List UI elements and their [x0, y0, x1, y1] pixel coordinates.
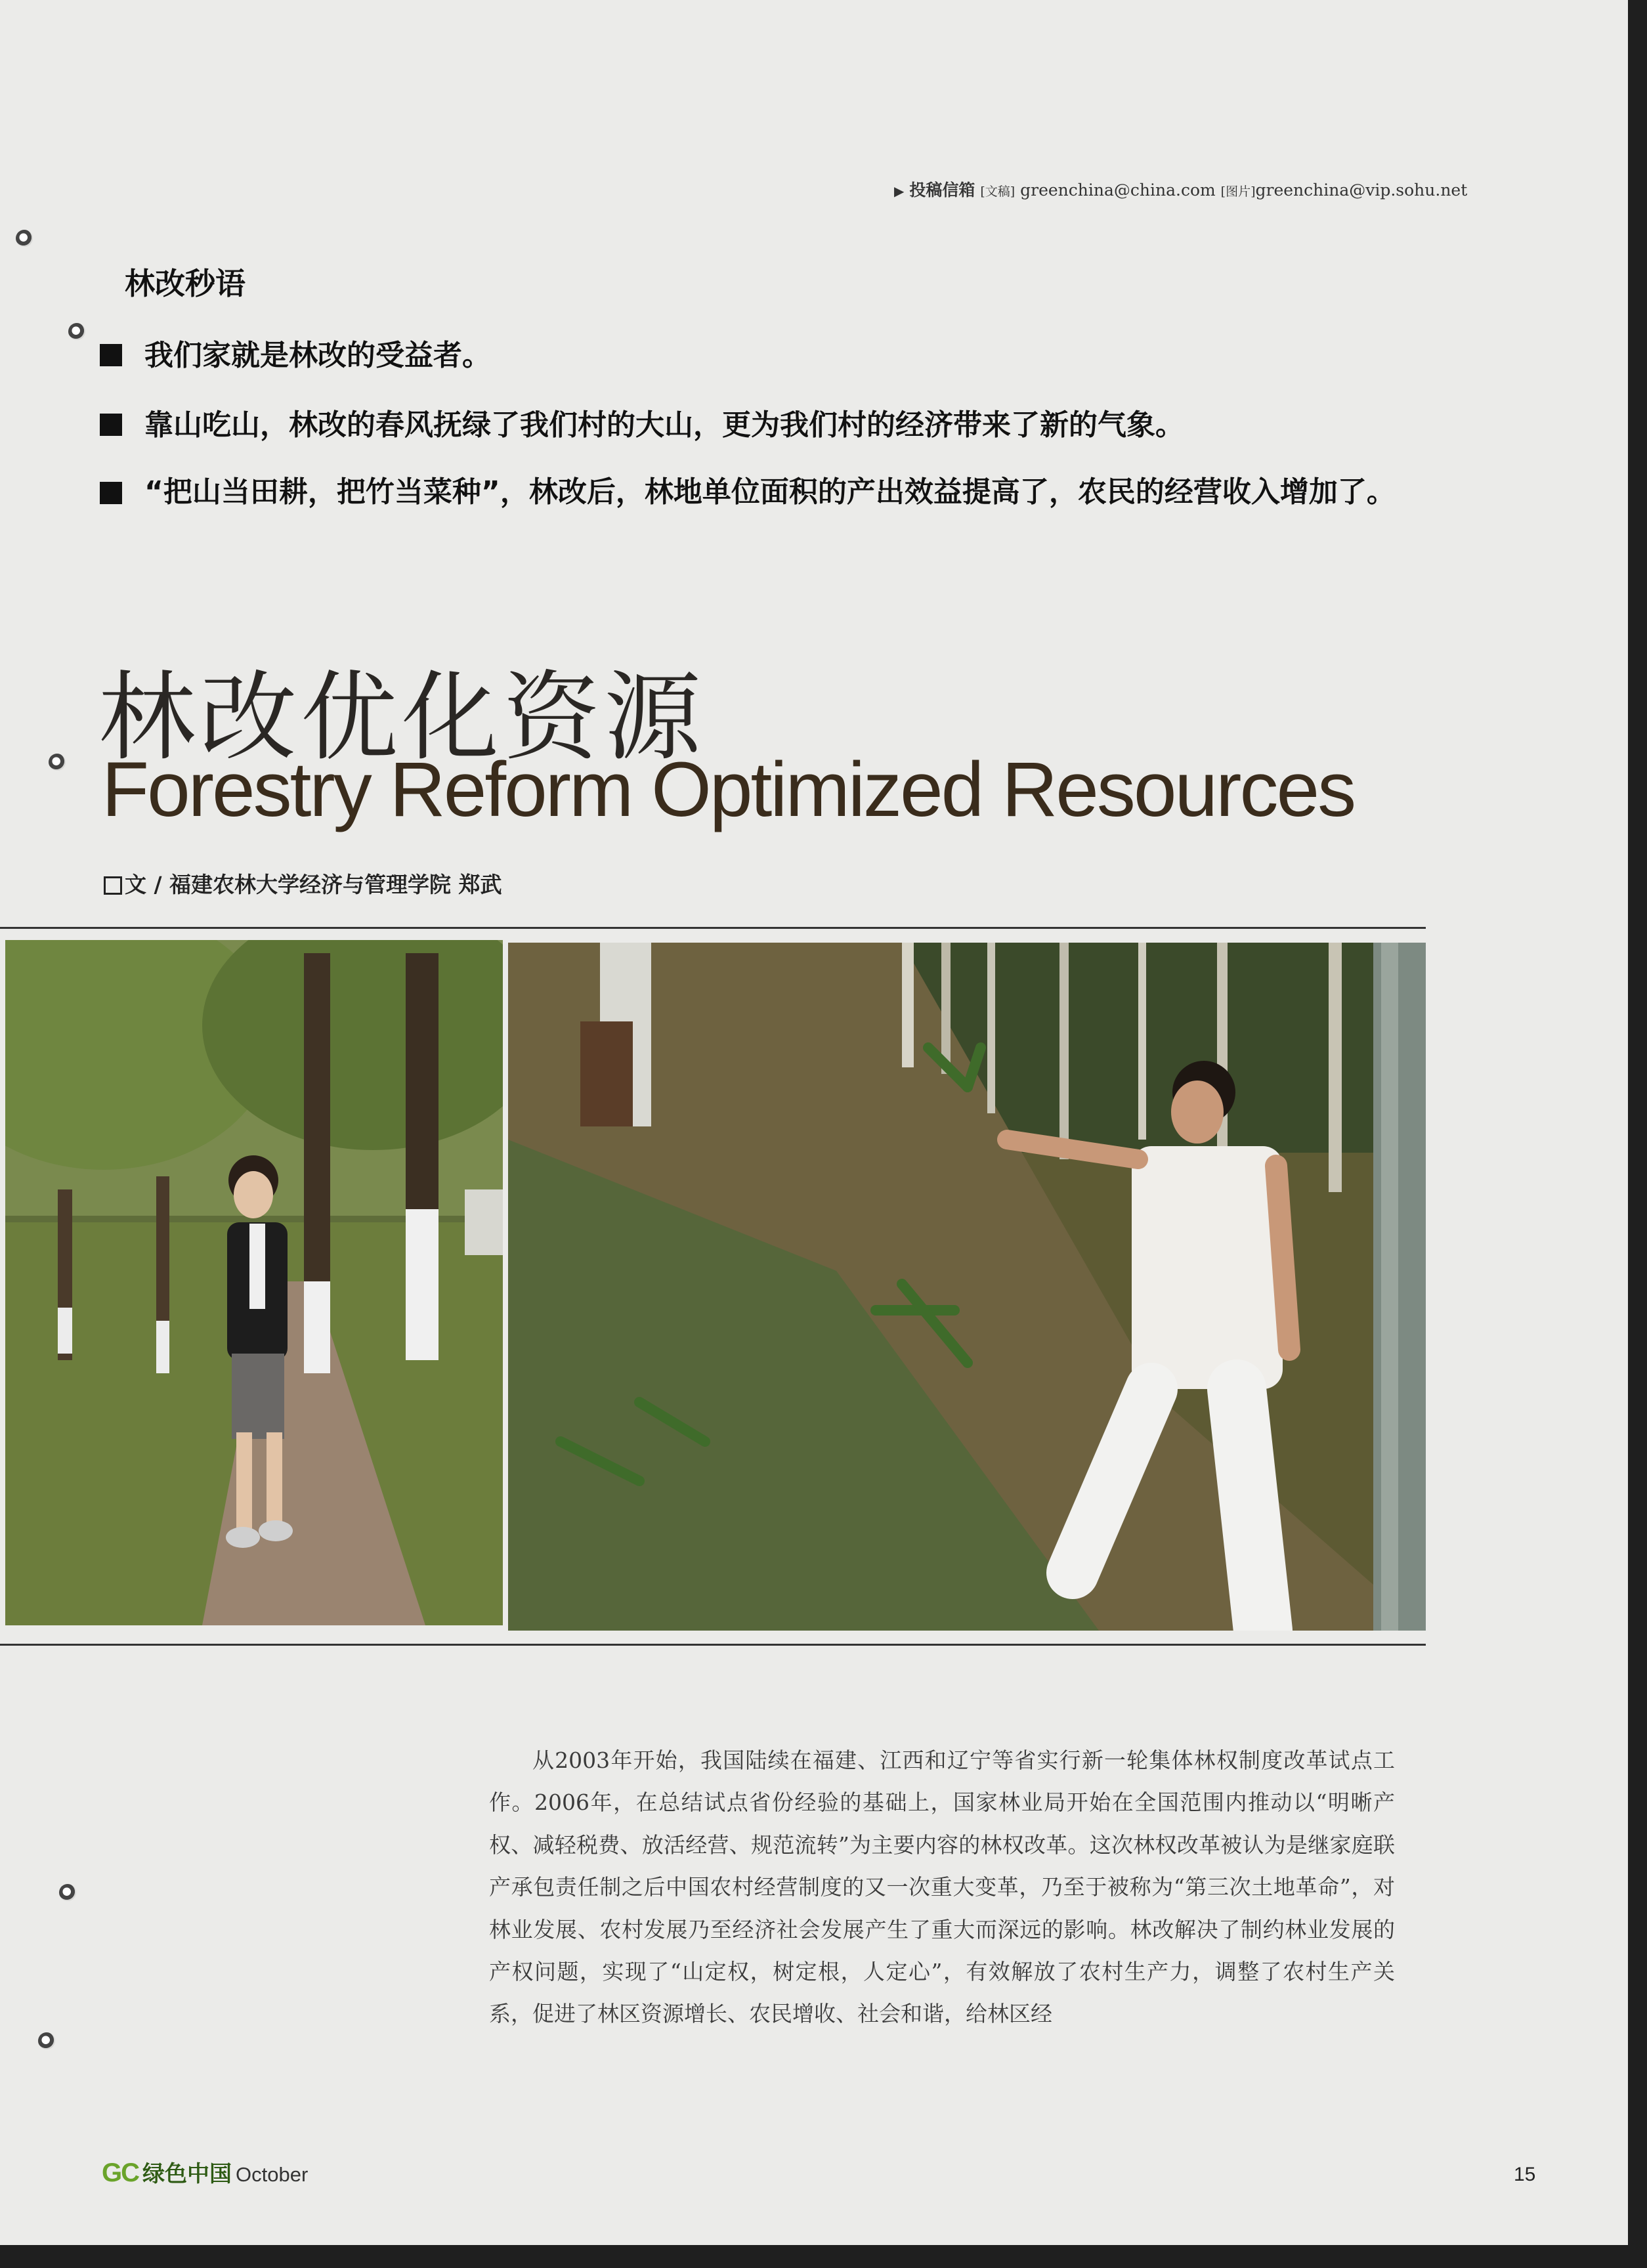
page-number: 15	[1514, 2164, 1536, 2185]
gc-logo: GC	[102, 2158, 139, 2187]
quote-item	[100, 332, 1406, 379]
photo-man-bamboo-hillside	[508, 943, 1426, 1631]
arrow-right-icon: ▶	[894, 183, 905, 199]
square-outline-icon	[104, 876, 122, 895]
byline	[104, 868, 502, 899]
bottom-divider	[0, 1644, 1426, 1646]
submission-info	[894, 177, 1467, 201]
text-label: [文稿]	[980, 184, 1016, 199]
binder-hole	[59, 1884, 76, 1901]
byline-text: 文 / 福建农林大学经济与管理学院 郑武	[125, 872, 502, 897]
square-bullet-icon	[100, 482, 122, 504]
quote-text: “把山当田耕，把竹当菜种”，林改后，林地单位面积的产出效益提高了，农民的经营收入增加了。	[144, 475, 1396, 509]
photo-student-walking	[5, 940, 503, 1625]
binder-hole	[49, 754, 66, 771]
top-divider	[0, 927, 1426, 929]
square-bullet-icon	[100, 344, 122, 366]
footer-masthead	[102, 2156, 308, 2188]
contact-label: 投稿信箱	[909, 181, 975, 200]
quote-item	[100, 469, 1406, 516]
binder-hole	[68, 323, 85, 340]
photo-label: [图片]	[1220, 184, 1256, 199]
text-email-link[interactable]: greenchina@china.com	[1020, 181, 1216, 200]
magazine-name: 绿色中国	[142, 2161, 232, 2187]
square-bullet-icon	[100, 414, 122, 436]
quote-item	[100, 402, 1406, 449]
quotes-heading: 林改秒语	[125, 266, 246, 301]
quote-text: 我们家就是林改的受益者。	[144, 339, 491, 372]
binder-hole	[38, 2032, 55, 2049]
binder-hole	[16, 230, 33, 247]
issue-month: October	[236, 2163, 309, 2186]
article-title-english: Forestry Reform Optimized Resources	[102, 746, 1355, 833]
photo-email-link[interactable]: greenchina@vip.sohu.net	[1255, 181, 1468, 200]
article-title-chinese: 林改优化资源	[98, 661, 705, 774]
article-body	[489, 1740, 1395, 2036]
body-paragraph: 从2003年开始，我国陆续在福建、江西和辽宁等省实行新一轮集体林权制度改革试点工作。2006年，在总结试点省份经验的基础上，国家林业局开始在全国范围内推动以“明晰产权、减轻税费、放活经营、规范流转”为主要内容的林权改革。这次林权改革被认为是继家庭联产承包责任制之后中国农村经营制度的又一次重大变革，乃至于被称为“第三次土地革命”，对林业发展、农村发展乃至经济社会发展产生了重大而深远的影响。林改解决了制约林业发展的产权问题，实现了“山定权，树定根，人定心”，有效解放了农村生产力，调整了农村生产关系，促进了林区资源增长、农民增收、社会和谐，给林区经	[489, 1747, 1395, 2027]
quote-text: 靠山吃山，林改的春风抚绿了我们村的大山，更为我们村的经济带来了新的气象。	[144, 408, 1184, 442]
